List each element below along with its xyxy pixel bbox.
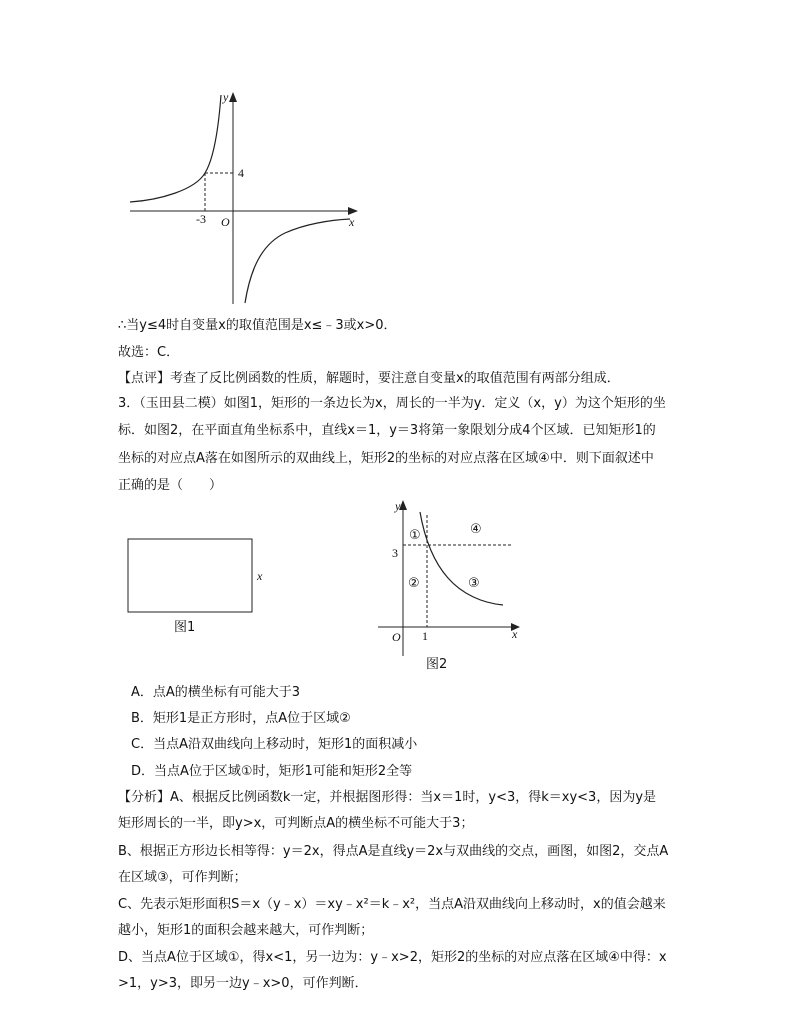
hyperbola-curve (420, 512, 503, 605)
option-a: A．点A的横坐标有可能大于3 (131, 685, 301, 700)
question-line-3: 坐标的对应点A落在如图所示的双曲线上，矩形2的坐标的对应点落在区域④中．则下面叙述中 (118, 451, 654, 466)
analysis-line-4: 在区域③，可作判断； (118, 870, 247, 885)
option-c: C．当点A沿双曲线向上移动时，矩形1的面积减小 (131, 737, 418, 752)
tick-label-y: 3 (392, 546, 398, 560)
y-axis-label: y (223, 90, 229, 104)
figure-2-caption: 图2 (426, 657, 448, 672)
analysis-line-6: 越小，矩形1的面积会越来越大，可作判断； (118, 923, 374, 938)
conclusion-line: ∴当y≤4时自变量x的取值范围是x≤﹣3或x>0． (118, 318, 397, 333)
region-3-label: ③ (468, 576, 480, 591)
option-b: B．矩形1是正方形时，点A位于区域② (131, 711, 351, 726)
figure-1-caption: 图1 (174, 620, 196, 635)
question-line-4: 正确的是（ ） (118, 478, 223, 493)
x-axis-label: x (512, 627, 518, 641)
origin-label: O (221, 215, 230, 229)
analysis-line-8: >1，y>3，即另一边y﹣x>0，可作判断． (118, 976, 368, 991)
tick-label-x: -3 (196, 212, 206, 226)
x-axis-label: x (349, 215, 355, 229)
origin-label: O (392, 630, 401, 644)
region-4-label: ④ (470, 522, 482, 537)
comment-line: 【点评】考查了反比例函数的性质，解题时，要注意自变量x的取值范围有两部分组成． (118, 371, 620, 386)
analysis-line-1: 【分析】A、根据反比例函数k一定，并根据图形得：当x＝1时，y<3，得k＝xy<3，因为y是 (118, 790, 657, 805)
tick-label-x: 1 (422, 629, 428, 643)
question-line-2: 标．如图2，在平面直角坐标系中，直线x＝1，y＝3将第一象限划分成4个区域．已知矩形1的 (118, 423, 656, 438)
region-1-label: ① (409, 528, 421, 543)
question-line-1: 3．（玉田县二模）如图1，矩形的一条边长为x，周长的一半为y．定义（x，y）为这个矩形的坐 (118, 396, 666, 411)
analysis-line-2: 矩形周长的一半，即y>x，可判断点A的横坐标不可能大于3； (118, 816, 474, 831)
y-axis-label: y (395, 499, 401, 513)
answer-line: 故选：C． (118, 345, 180, 360)
rectangle-side-label: x (257, 569, 263, 583)
option-d: D．当点A位于区域①时，矩形1可能和矩形2全等 (131, 764, 413, 779)
region-2-label: ② (408, 576, 420, 591)
analysis-line-3: B、根据正方形边长相等得：y＝2x，得点A是直线y＝2x与双曲线的交点，画图，如图2，交点A (118, 844, 669, 859)
analysis-line-7: D、当点A位于区域①，得x<1，另一边为：y﹣x>2，矩形2的坐标的对应点落在区域④中得：x (118, 950, 667, 965)
tick-label-y: 4 (238, 166, 244, 180)
analysis-line-5: C、先表示矩形面积S＝x（y﹣x）＝xy﹣x²＝k﹣x²，当点A沿双曲线向上移动时，x的值会越来 (118, 897, 666, 912)
